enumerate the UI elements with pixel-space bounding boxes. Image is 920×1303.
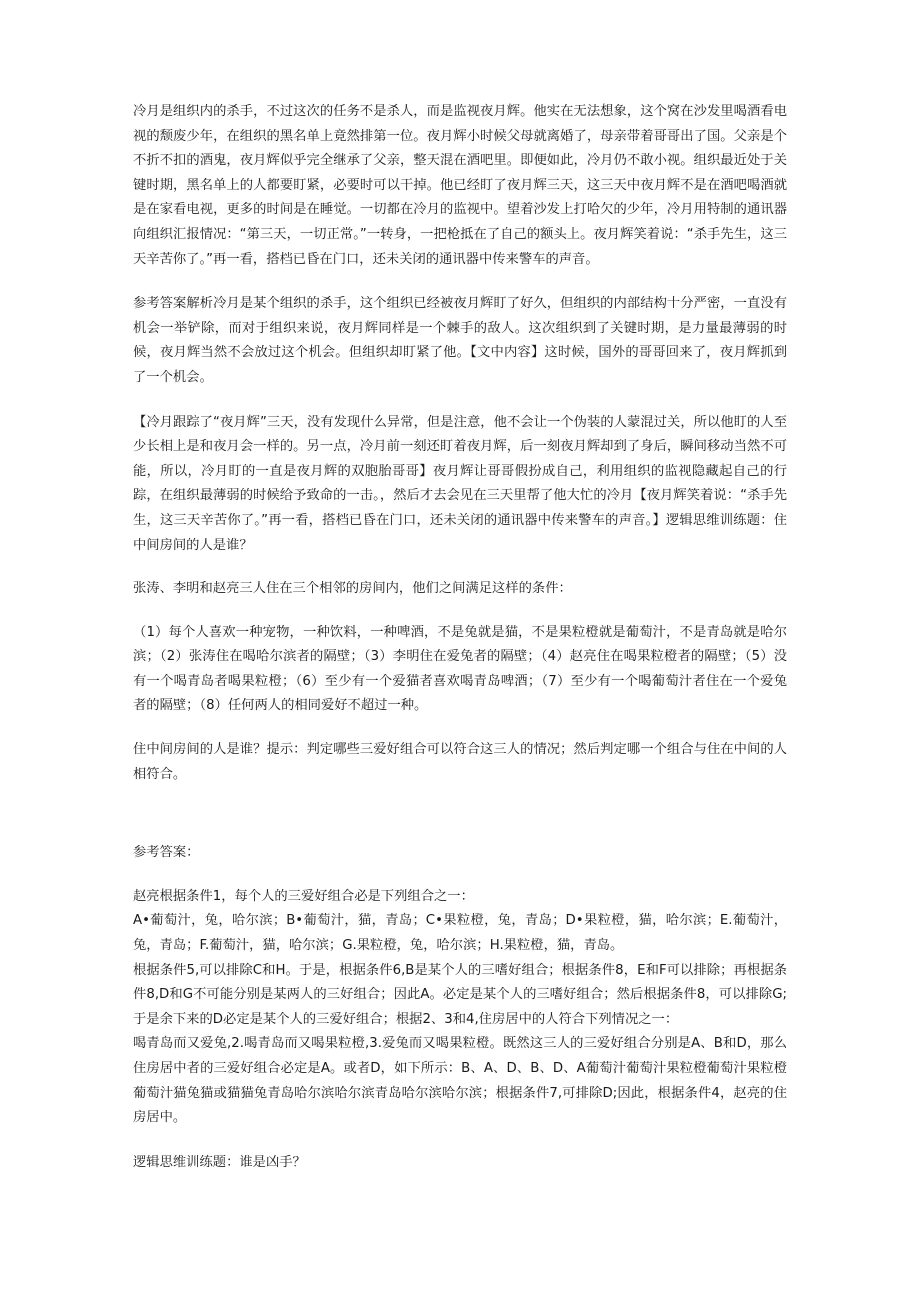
question-paragraph: 住中间房间的人是谁？提示：判定哪些三爱好组合可以符合这三人的情况；然后判定哪一个组合与住在中间的人相符合。 — [133, 742, 787, 782]
answer-line: 赵亮根据条件1，每个人的三爱好组合必是下列组合之一： — [133, 888, 474, 904]
puzzle-intro-paragraph: 张涛、李明和赵亮三人住在三个相邻的房间内，他们之间满足这样的条件： — [133, 581, 572, 597]
story-paragraph: 冷月是组织内的杀手，不过这次的任务不是杀人，而是监视夜月辉。他实在无法想象，这个窝在沙发里喝酒看电视的颓废少年，在组织的黑名单上竟然排第一位。夜月辉小时候父母就离婚了，母亲带着哥哥出了国。父亲是个不折不扣的酒鬼，夜月辉似乎完全继承了父亲，整天混在酒吧里。即便如此，冷月仍不敢小视。组织最近处于关键时期，黑名单上的人都要盯紧，必要时可以干掉。他已经盯了夜月辉三天，这三天中夜月辉不是在酒吧喝酒就是在家看电视，更多的时间是在睡觉。一切都在冷月的监视中。望着沙发上打哈欠的少年，冷月用特制的通讯器向组织汇报情况：“第三天，一切正常。”一转身，一把枪抵在了自己的额头上。夜月辉笑着说：“杀手先生，这三天辛苦你了。”再一看，搭档已昏在门口，还未关闭的通讯器中传来警车的声音。 — [133, 104, 787, 267]
next-question-title: 逻辑思维训练题：谁是凶手？ — [133, 1154, 306, 1170]
analysis-continued-paragraph: 【冷月跟踪了“夜月辉”三天，没有发现什么异常，但是注意，他不会让一个伪装的人蒙混过关，所以他盯的人至少长相上是和夜月会一样的。另一点，冷月前一刻还盯着夜月辉，后一刻夜月辉却到了身后，瞬间移动当然不可能，所以，冷月盯的一直是夜月辉的双胞胎哥哥】夜月辉让哥哥假扮成自己，利用组织的监视隐藏起自己的行踪，在组织最薄弱的时候给予致命的一击。，然后才去会见在三天里帮了他大忙的冷月【夜月辉笑着说：“杀手先生，这三天辛苦你了。”再一看，搭档已昏在门口，还未关闭的通讯器中传来警车的声音。】逻辑思维训练题：住中间房间的人是谁？ — [133, 414, 787, 553]
answer-line: 根据条件5,可以排除C和H。于是，根据条件6,B是某个人的三嗜好组合；根据条件8，E和F可以排除；再根据条件8,D和G不可能分别是某两人的三好组合；因此A。必定是某个人的三嗜好组合；然后根据条件8，可以排除G;于是余下来的D必定是某个人的三爱好组合；根据2、3和4,住房居中的人符合下列情况之一： — [133, 962, 787, 1027]
answer-line: 喝青岛而又爱兔,2.喝青岛而又喝果粒橙,3.爱兔而又喝果粒橙。既然这三人的三爱好组合分别是A、B和D，那么住房居中者的三爱好组合必定是A。或者D，如下所示：B、A、D、B、D、A葡萄汁葡萄汁果粒橙葡萄汁果粒橙葡萄汁猫兔猫或猫猫兔青岛哈尔滨哈尔滨青岛哈尔滨哈尔滨；根据条件7,可排除D;因此，根据条件4，赵亮的住房居中。 — [133, 1036, 787, 1126]
analysis-paragraph: 参考答案解析冷月是某个组织的杀手，这个组织已经被夜月辉盯了好久，但组织的内部结构十分严密，一直没有机会一举铲除，而对于组织来说，夜月辉同样是一个棘手的敌人。这次组织到了关键时期，是力量最薄弱的时候，夜月辉当然不会放过这个机会。但组织却盯紧了他。【文中内容】这时候，国外的哥哥回来了，夜月辉抓到了一个机会。 — [133, 296, 787, 385]
document-body — [133, 100, 787, 1175]
answer-block — [133, 885, 787, 1131]
conditions-paragraph: （1）每个人喜欢一种宠物，一种饮料，一种啤酒，不是兔就是猫，不是果粒橙就是葡萄汁，不是青岛就是哈尔滨；（2）张涛住在喝哈尔滨者的隔壁；（3）李明住在爱兔者的隔壁；（4）赵亮住在喝果粒橙者的隔壁；（5）没有一个喝青岛者喝果粒橙；（6）至少有一个爱猫者喜欢喝青岛啤酒；（7）至少有一个喝葡萄汁者住在一个爱兔者的隔壁；（8）任何两人的相同爱好不超过一种。 — [133, 624, 787, 714]
answer-line: A•葡萄汁，兔，哈尔滨；B•葡萄汁，猫，青岛；C•果粒橙，兔，青岛；D•果粒橙，猫，哈尔滨；E.葡萄汁，兔，青岛；F.葡萄汁，猫，哈尔滨；G.果粒橙，兔，哈尔滨；H.果粒橙，猫，青岛。 — [133, 913, 787, 954]
answer-label: 参考答案： — [133, 845, 200, 861]
